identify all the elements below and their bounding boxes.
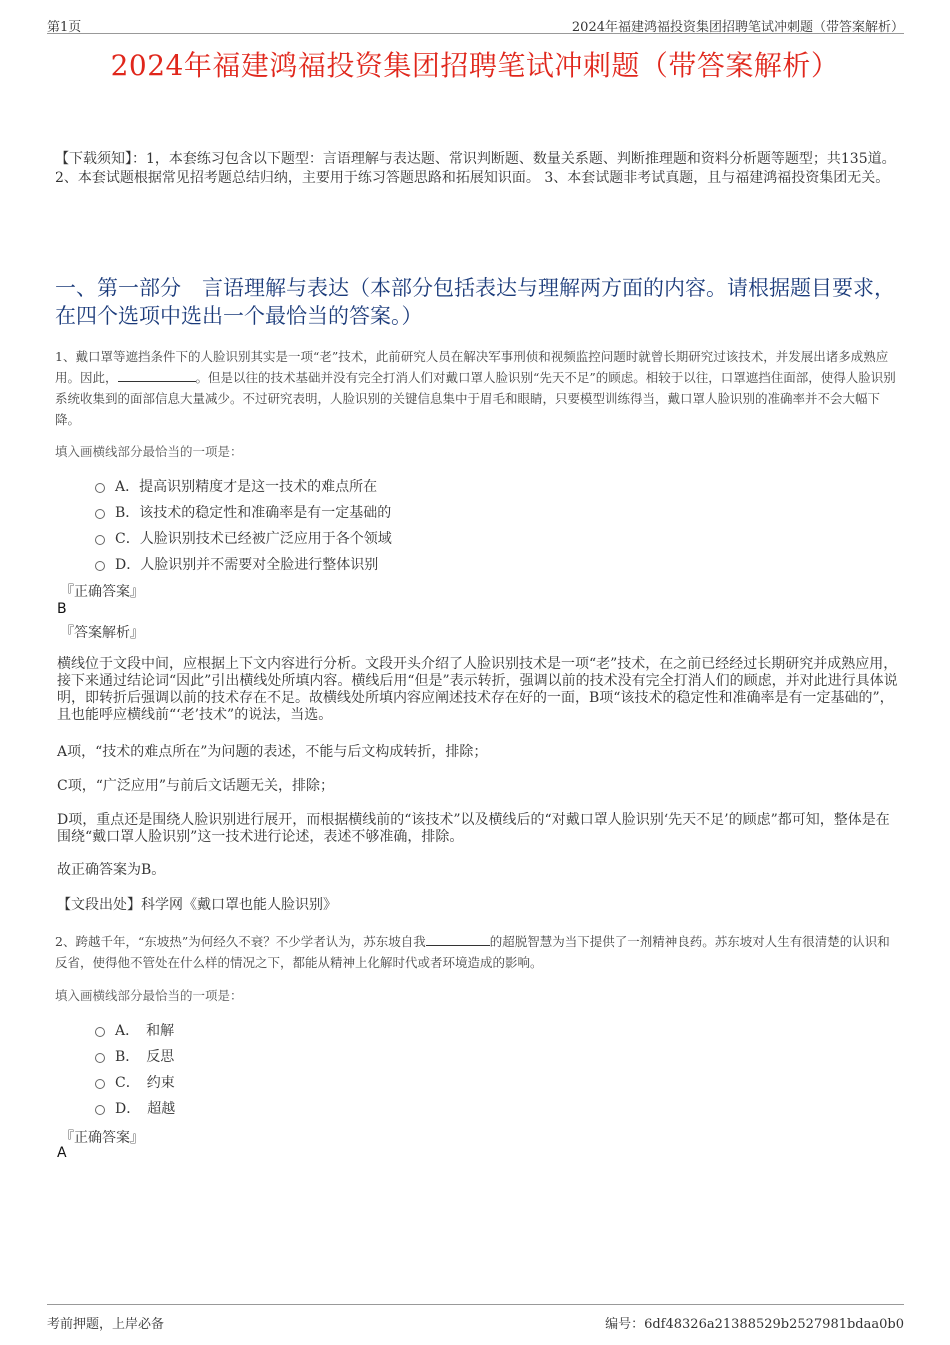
correct-answer-label: 『正确答案』 — [60, 584, 144, 600]
fill-blank — [426, 934, 490, 946]
question-1-options — [95, 473, 695, 577]
correct-answer: A — [57, 1145, 67, 1161]
page-footer — [47, 1304, 904, 1334]
analysis-paragraph: C项，“广泛应用”与前后文话题无关，排除； — [57, 778, 335, 794]
option-c[interactable]: C． 约束 — [95, 1069, 695, 1095]
option-c[interactable]: C．人脸识别技术已经被广泛应用于各个领域 — [95, 525, 695, 551]
radio-icon[interactable] — [95, 1079, 105, 1089]
analysis-paragraph: A项，“技术的难点所在”为问题的表述，不能与后文构成转折，排除； — [57, 744, 488, 760]
radio-icon[interactable] — [95, 483, 105, 493]
correct-answer-label: 『正确答案』 — [60, 1130, 144, 1146]
option-d[interactable]: D． 超越 — [95, 1095, 695, 1121]
section-title: 一、第一部分 言语理解与表达（本部分包括表达与理解两方面的内容。请根据题目要求，在四个选项中选出一个最恰当的答案。） — [55, 276, 895, 328]
radio-icon[interactable] — [95, 561, 105, 571]
correct-answer: B — [57, 601, 67, 617]
fill-blank — [118, 370, 196, 382]
header-doc-title: 2024年福建鸿福投资集团招聘笔试冲刺题（带答案解析） — [571, 20, 904, 35]
option-a[interactable]: A． 和解 — [95, 1017, 695, 1043]
document-title: 2024年福建鸿福投资集团招聘笔试冲刺题（带答案解析） — [110, 49, 840, 82]
analysis-paragraph: 故正确答案为B。 — [57, 862, 166, 878]
question-2-prompt: 填入画横线部分最恰当的一项是： — [55, 988, 243, 1003]
radio-icon[interactable] — [95, 1053, 105, 1063]
radio-icon[interactable] — [95, 1105, 105, 1115]
question-2-stem: 2、跨越千年，“东坡热”为何经久不衰？不少学者认为，苏东坡自我 的超脱智慧为当下提供了一剂精神良药。苏东坡对人生有很清楚的认识和反省，使得他不管处在什么样的情况之下，都能从精神上化解时代或者环境造成的影响。 — [55, 934, 890, 970]
option-a[interactable]: A．提高识别精度才是这一技术的难点所在 — [95, 473, 695, 499]
page-header — [47, 14, 904, 34]
radio-icon[interactable] — [95, 1027, 105, 1037]
option-b[interactable]: B．该技术的稳定性和准确率是有一定基础的 — [95, 499, 695, 525]
radio-icon[interactable] — [95, 535, 105, 545]
page-number: 第1页 — [47, 20, 82, 35]
download-notice: 【下载须知】：1，本套练习包含以下题型：言语理解与表达题、常识判断题、数量关系题、判断推理题和资料分析题等题型；共135道。 2、本套试题根据常见招考题总结归纳，主要用于练习答题思路和拓展知识面。 3、本套试题非考试真题，且与福建鸿福投资集团无关。 — [55, 151, 896, 186]
analysis-paragraph: D项，重点还是围绕人脸识别进行展开，而根据横线前的“该技术”以及横线后的“对戴口罩人脸识别‘先天不足’的顾虑”都可知，整体是在围绕“戴口罩人脸识别”这一技术进行论述，表述不够准确，排除。 — [57, 812, 890, 845]
question-1-stem: 1、戴口罩等遮挡条件下的人脸识别其实是一项“老”技术，此前研究人员在解决军事刑侦和视频监控问题时就曾长期研究过该技术，并发展出诸多成熟应用。因此， 。但是以往的技术基础并没有完全打消人们对戴口罩人脸识别“先天不足”的顾虑。相较于以往，口罩遮挡住面部，使得人脸识别系统收集到的面部信息大量减少。不过研究表明，人脸识别的关键信息集中于眉毛和眼睛，只要模型训练得当，戴口罩人脸识别的准确率并不会大幅下降。 — [55, 349, 896, 427]
option-d[interactable]: D．人脸识别并不需要对全脸进行整体识别 — [95, 551, 695, 577]
radio-icon[interactable] — [95, 509, 105, 519]
option-b[interactable]: B． 反思 — [95, 1043, 695, 1069]
footer-doc-id: 编号：6df48326a21388529b2527981bdaa0b0 — [605, 1317, 904, 1332]
question-2-options — [95, 1017, 695, 1121]
footer-slogan: 考前押题，上岸必备 — [47, 1317, 165, 1332]
analysis-label: 『答案解析』 — [60, 625, 144, 641]
source-citation: 【文段出处】科学网《戴口罩也能人脸识别》 — [57, 897, 337, 913]
question-1-prompt: 填入画横线部分最恰当的一项是： — [55, 444, 243, 459]
analysis-paragraph: 横线位于文段中间，应根据上下文内容进行分析。文段开头介绍了人脸识别技术是一项“老”技术，在之前已经经过长期研究并成熟应用，接下来通过结论词“因此”引出横线处所填内容。横线后用“但是”表示转折，强调以前的技术没有完全打消人们的顾虑，并对此进行具体说明，即转折后强调以前的技术存在不足。故横线处所填内容应阐述技术存在好的一面，B项“该技术的稳定性和准确率是有一定基础的”，且也能呼应横线前“‘老’技术”的说法，当选。 — [57, 656, 898, 723]
